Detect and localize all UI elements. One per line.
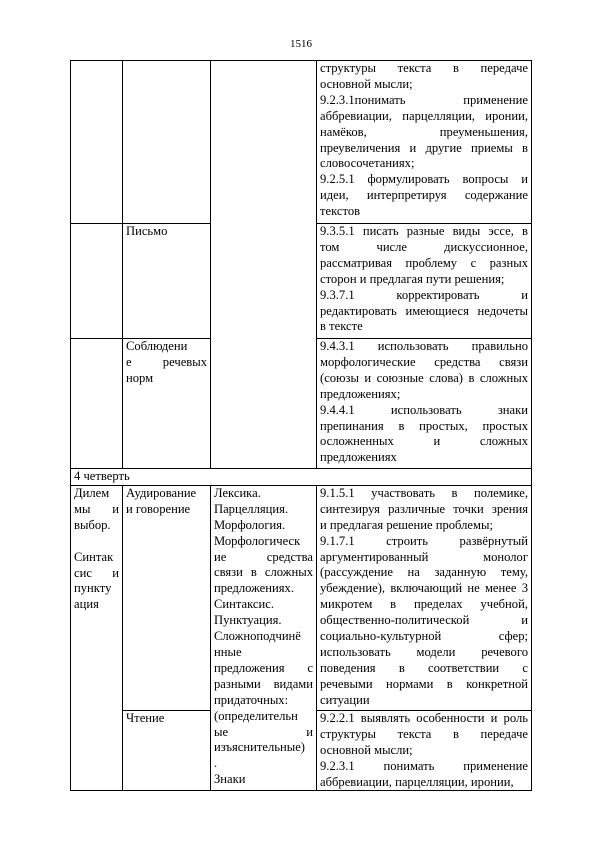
table-row — [71, 485, 532, 710]
text-line: преувеличения и другие приемы в — [320, 140, 528, 155]
objectives-cell — [317, 224, 532, 339]
text-line: Аудирование — [126, 485, 197, 500]
text-line: осложненных и сложных — [320, 434, 528, 449]
objective-paragraph — [320, 61, 528, 93]
objective-paragraph — [320, 172, 528, 220]
page-number: 1516 — [290, 38, 312, 50]
text-line: норм — [126, 370, 154, 385]
text-line: 9.2.2.1 выявлять особенности и роль — [320, 710, 528, 725]
objective-paragraph — [320, 534, 528, 709]
text-line: (рассуждение на заданную тему, — [320, 565, 528, 580]
text-line: аббревиации, парцелляции, иронии, — [320, 774, 514, 789]
text-line: аббревиации, парцелляции, иронии, — [320, 108, 528, 123]
cell-empty — [123, 61, 211, 224]
text-line: сторон и предлагая пути решения; — [320, 271, 505, 286]
text-line: 9.4.4.1 использовать знаки — [320, 402, 528, 417]
text-line: предложениях; — [320, 386, 401, 401]
text-line: ие средства — [214, 549, 313, 564]
text-line: 9.2.5.1 формулировать вопросы и — [320, 172, 528, 187]
text-line: Знаки — [214, 772, 246, 787]
text-line: предложениях — [320, 450, 397, 465]
text-line: аргументированный монолог — [320, 549, 528, 564]
objective-paragraph — [320, 759, 528, 791]
objectives-cell — [317, 339, 532, 469]
quarter-row — [71, 469, 532, 486]
text-line: 9.1.5.1 участвовать в полемике, — [320, 485, 528, 500]
text-line: Дилем — [74, 485, 110, 500]
skill-cell — [123, 339, 211, 469]
text-line: препинания в простых, простых — [320, 418, 528, 433]
text-line: текстов — [320, 204, 361, 219]
text-line: микротем в пределах учебной, — [320, 597, 528, 612]
text-line: нные — [214, 644, 242, 659]
topic-cell — [71, 485, 123, 791]
text-line: 9.2.3.1 понимать применение — [320, 758, 528, 773]
text-line: социально-культурной сфер; — [320, 629, 528, 644]
text-line: предложениях. — [214, 581, 294, 596]
text-line: словосочетаниях; — [320, 156, 415, 171]
text-line: Соблюдени — [126, 339, 188, 353]
text-line: намёков, преуменьшения, — [320, 124, 528, 139]
cell-empty — [211, 61, 317, 469]
skill-cell: Чтение — [123, 710, 211, 791]
text-line: ация — [74, 597, 99, 612]
table-row — [71, 61, 532, 224]
quarter-label: 4 четверть — [71, 469, 532, 486]
text-line: и предлагая решение проблемы; — [320, 517, 493, 532]
text-line: основной мысли; — [320, 742, 413, 757]
text-line: разными видами — [214, 676, 313, 691]
text-line: структуры текста в передаче — [320, 61, 528, 75]
skill-cell: Письмо — [123, 224, 211, 339]
text-line: Морфология. — [214, 517, 286, 532]
text-line: выбор. — [74, 517, 111, 532]
text-line: рассматривая проблему с разных — [320, 255, 528, 270]
language-units-cell — [211, 485, 317, 791]
text-line: (определительн — [214, 708, 298, 723]
objective-paragraph — [320, 711, 528, 759]
objective-paragraph — [320, 224, 528, 288]
text-line: сис и — [74, 565, 119, 580]
text-line: Лексика. — [214, 485, 261, 500]
text-line: (союзы и союзные слова) в сложных — [320, 370, 528, 385]
cell-empty — [71, 224, 123, 339]
objective-paragraph — [320, 93, 528, 173]
text-line: структуры текста в передаче — [320, 726, 528, 741]
text-line: использовать модели речевого — [320, 644, 528, 659]
cell-empty — [71, 339, 123, 469]
text-line: 9.1.7.1 строить развёрнутый — [320, 533, 528, 548]
text-line: 9.4.3.1 использовать правильно — [320, 339, 528, 353]
text-line: идеи, интерпретируя содержание — [320, 188, 528, 203]
text-line: в тексте — [320, 319, 363, 334]
text-line: ситуации — [320, 692, 370, 707]
text-line: ые и — [214, 724, 313, 739]
objective-paragraph — [320, 403, 528, 467]
skill-cell — [123, 485, 211, 710]
text-line: предложения с — [214, 660, 313, 675]
text-line: изъяснительные) — [214, 740, 305, 755]
text-line: . — [214, 756, 218, 771]
text-line: 9.2.3.1понимать применение — [320, 92, 528, 107]
text-line: Парцелляция. — [214, 501, 289, 516]
text-line: придаточных: — [214, 692, 289, 707]
text-line: убеждение), включающий не менее 3 — [320, 581, 528, 596]
objectives-cell — [317, 710, 532, 791]
text-line: 9.3.7.1 корректировать и — [320, 287, 528, 302]
objectives-cell — [317, 485, 532, 710]
cell-empty — [71, 61, 123, 224]
text-line: Пунктуация. — [214, 613, 282, 628]
text-line: Синтаксис. — [214, 597, 274, 612]
text-line: 9.3.5.1 писать разные виды эссе, в — [320, 224, 528, 238]
objective-paragraph — [320, 288, 528, 336]
objectives-cell — [317, 61, 532, 224]
text-line: е речевых — [126, 354, 207, 369]
text-line: и говорение — [126, 501, 191, 516]
text-line: Морфологическ — [214, 533, 301, 548]
text-line: редактировать имеющиеся недочеты — [320, 303, 528, 318]
text-line: морфологические средства связи — [320, 354, 528, 369]
text-line: мы и — [74, 501, 119, 516]
text-line: пункту — [74, 581, 112, 596]
curriculum-table — [70, 60, 532, 791]
text-line: речевыми нормами в конкретной — [320, 676, 528, 691]
text-line: поведения в соответствии с — [320, 660, 528, 675]
text-line: Сложноподчинё — [214, 629, 301, 644]
text-line: том числе дискуссионное, — [320, 239, 528, 254]
text-line: связи в сложных — [214, 565, 313, 580]
text-line: общественно-политической и — [320, 613, 528, 628]
text-line: основной мысли; — [320, 76, 413, 91]
text-line: Синтак — [74, 549, 114, 564]
text-line: синтезируя различные точки зрения — [320, 501, 528, 516]
objective-paragraph — [320, 339, 528, 403]
objective-paragraph — [320, 486, 528, 534]
